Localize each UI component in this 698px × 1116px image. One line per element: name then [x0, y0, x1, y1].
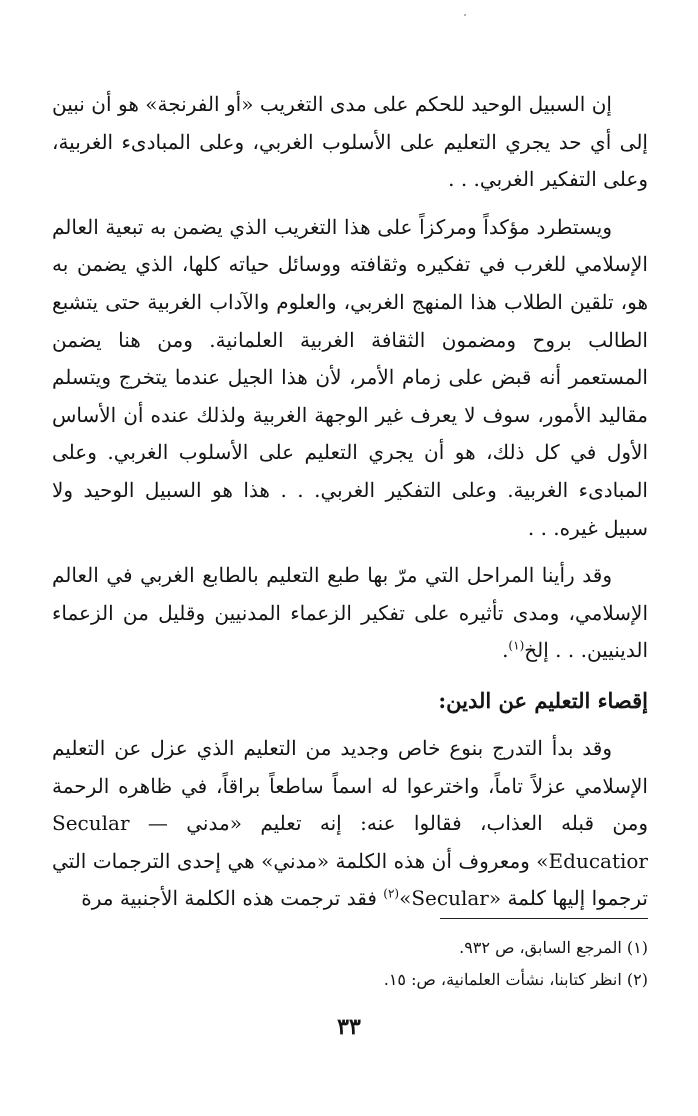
footnote-2: (٢) انظر كتابنا، نشأت العلمانية، ص: ١٥.: [383, 970, 648, 989]
paragraph-3-text: وقد رأينا المراحل التي مرّ بها طبع التعليم بالطابع الغربي في العالم الإسلامي، ومدى تأثيره على تفكير الزعماء المدنيين وقليل من الزعماء الدينيين. . . إلخ: [52, 563, 649, 663]
paragraph-2: ويستطرد مؤكداً ومركزاً على هذا التغريب الذي يضمن به تبعية العالم الإسلامي للغرب في تفكيره وثقافته ووسائل حياته كلها، الذي يضمن به هو، تلقين الطلاب هذا المنهج الغربي، والعلوم والآداب الغربية حتى يتشبع الطالب بروح ومضمون الثقافة الغربية العلمانية. ومن هنا يضمن المستعمر أنه قبض على زمام الأمر، لأن هذا الجيل عندما يتخرج ويتسلم مقاليد الأمور، سوف لا يعرف غير الوجهة الغربية ولذلك عنده أن الأساس الأول في كل ذلك، هو أن يجري التعليم على الأسلوب الغربي. وعلى المبادىء الغربية. وعلى التفكير الغربي. . . هذا هو السبيل الوحيد ولا سبيل غيره. . .: [52, 214, 649, 540]
paragraph-4-text: وقد بدأ التدرج بنوع خاص وجديد من التعليم الذي عزل عن التعليم الإسلامي عزلاً تاماً، واخترعوا له اسماً ساطعاً براقاً، في ظاهره الرحمة ومن قبله العذاب، فقالوا عنه: إنه تعليم «مدني — Secular Educatior» ومعروف أن هذه الكلمة «مدني» هي إحدى الترجمات التي ترجموا إليها كلمة «Secular»: [52, 735, 648, 911]
scan-speck: [464, 14, 466, 16]
footnote-ref-1: (١): [508, 638, 525, 653]
paragraph-3-end: .: [502, 638, 509, 663]
footnote-1: (١) المرجع السابق، ص ٩٣٢.: [459, 938, 648, 957]
paragraph-3: [52, 557, 648, 670]
page-number: ٣٣: [337, 1014, 361, 1040]
footnote-ref-2: (٢): [383, 886, 400, 901]
paragraph-4-tail: فقد ترجمت هذه الكلمة الأجنبية مرة: [81, 886, 384, 911]
footnote-divider: [440, 918, 648, 919]
main-text: [52, 86, 648, 928]
paragraph-4: [52, 730, 648, 918]
section-heading: إقصاء التعليم عن الدين:: [438, 687, 648, 713]
footnotes: [52, 932, 648, 996]
paragraph-1: إن السبيل الوحيد للحكم على مدى التغريب «أو الفرنجة» هو أن نبين إلى أي حد يجري التعليم على الأسلوب الغربي، وعلى المبادىء الغربية، وعلى التفكير الغربي. . .: [52, 92, 648, 192]
